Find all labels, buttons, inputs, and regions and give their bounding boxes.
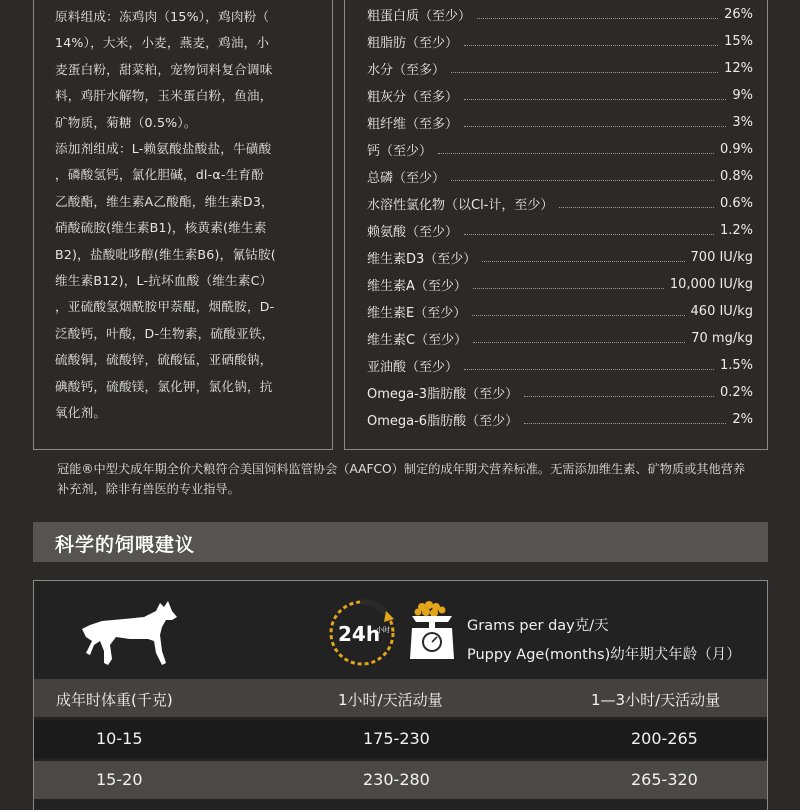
section-header <box>33 522 768 562</box>
nutrient-label: 水溶性氯化物（以Cl-计，至少） <box>367 197 554 213</box>
dot-leader <box>464 126 726 127</box>
nutrient-label: Omega-3脂肪酸（至少） <box>367 386 519 402</box>
dot-leader <box>438 153 714 154</box>
cell-activity-1-3h: 265-320 <box>631 770 698 789</box>
table-row <box>34 761 767 799</box>
additives-line: 泛酸钙，叶酸，D-生物素，硫酸亚铁， <box>55 325 275 341</box>
nutrient-value: 70 mg/kg <box>691 330 753 346</box>
nutrient-label: 维生素D3（至少） <box>367 251 477 267</box>
nutrient-label: 粗脂肪（至少） <box>367 35 459 51</box>
nutrient-label: 总磷（至少） <box>367 170 446 186</box>
nutrient-row <box>367 325 753 351</box>
dot-leader <box>524 396 714 397</box>
nutrient-row <box>367 163 753 189</box>
additives-line: ，磷酸氢钙，氯化胆碱，dl-α-生育酚 <box>55 167 264 183</box>
dot-leader <box>477 18 718 19</box>
aafco-footnote: 冠能®中型犬成年期全价犬粮符合美国饲料监管协会（AAFCO）制定的成年期犬营养标准。无需添加维生素、矿物质或其他营养补充剂，除非有兽医的专业指导。 <box>57 462 746 496</box>
header-activity-1h: 1小时/天活动量 <box>338 691 443 709</box>
dot-leader <box>464 99 726 100</box>
nutrient-value: 10,000 IU/kg <box>669 276 753 292</box>
nutrient-label: Omega-6脂肪酸（至少） <box>367 413 519 429</box>
cell-activity-1h: 230-280 <box>363 770 430 789</box>
nutrient-value: 2% <box>732 411 753 427</box>
additives-line: 硫酸铜，硫酸锌，硫酸锰，亚硒酸钠， <box>55 352 273 368</box>
nutrient-value: 1.2% <box>719 222 753 238</box>
nutrient-value: 0.8% <box>719 168 753 184</box>
dot-leader <box>464 234 714 235</box>
nutrient-value: 0.2% <box>719 384 753 400</box>
dot-leader <box>559 207 714 208</box>
dot-leader <box>473 342 685 343</box>
clock-small-text: 小时 <box>376 626 390 634</box>
nutrient-label: 维生素A（至少） <box>367 278 467 294</box>
additives-line: 碘酸钙，硫酸镁，氯化钾，氯化钠，抗 <box>55 378 273 394</box>
additives-line: B2)，盐酸吡哆醇(维生素B6)，氰钴胺( <box>55 246 276 262</box>
dot-leader <box>473 288 664 289</box>
nutrient-row <box>367 109 753 135</box>
cell-weight: 10-15 <box>96 729 143 748</box>
nutrient-value: 0.6% <box>719 195 753 211</box>
nutrient-label: 赖氨酸（至少） <box>367 224 459 240</box>
legend-age: Puppy Age(months)幼年期犬年龄（月） <box>467 647 741 663</box>
dot-leader <box>482 261 684 262</box>
dot-leader <box>451 180 714 181</box>
nutrient-value: 12% <box>724 60 753 76</box>
nutrient-row <box>367 1 753 27</box>
nutrient-analysis-panel <box>344 0 768 450</box>
nutrient-row <box>367 298 753 324</box>
additives-line: 硝酸硫胺(维生素B1)，核黄素(维生素 <box>55 220 267 236</box>
dot-leader <box>524 423 726 424</box>
nutrient-row <box>367 352 753 378</box>
nutrient-label: 钙（至少） <box>367 143 433 159</box>
dot-leader <box>464 369 714 370</box>
section-title: 科学的饲喂建议 <box>55 534 196 556</box>
ingredients-line: 料，鸡肝水解物，玉米蛋白粉，鱼油， <box>55 88 273 104</box>
ingredients-line: 矿物质，菊糖（0.5%）。 <box>55 114 197 130</box>
additives-line: 乙酸酯，维生素A乙酸酯，维生素D3， <box>55 193 274 209</box>
nutrient-label: 维生素C（至少） <box>367 332 468 348</box>
dot-leader <box>451 72 718 73</box>
dog-silhouette-icon <box>80 597 180 669</box>
feeding-guide <box>33 580 768 810</box>
nutrient-row <box>367 190 753 216</box>
24h-clock-icon <box>324 595 400 671</box>
nutrient-label: 粗灰分（至多） <box>367 89 459 105</box>
additives-line: ，亚硫酸氢烟酰胺甲萘醌，烟酰胺，D- <box>55 299 275 315</box>
nutrient-label: 粗纤维（至多） <box>367 116 459 132</box>
nutrient-row <box>367 55 753 81</box>
ingredients-panel <box>33 0 333 450</box>
nutrient-value: 0.9% <box>719 141 753 157</box>
additives-line: 添加剂组成：L-赖氨酸盐酸盐，牛磺酸 <box>55 141 272 157</box>
nutrient-row <box>367 379 753 405</box>
ingredients-line: 14%），大米，小麦，燕麦，鸡油，小 <box>55 35 270 51</box>
nutrient-row <box>367 28 753 54</box>
cell-activity-1h: 175-230 <box>363 729 430 748</box>
nutrient-label: 水分（至多） <box>367 62 446 78</box>
ingredients-line: 原料组成：冻鸡肉（15%），鸡肉粉（ <box>55 9 270 24</box>
ingredients-line: 麦蛋白粉，甜菜粕，宠物饲料复合调味 <box>55 61 273 77</box>
additives-line: 维生素B12)，L-抗坏血酸（维生素C） <box>55 273 273 289</box>
nutrient-row <box>367 244 753 270</box>
nutrient-row <box>367 271 753 297</box>
nutrient-value: 9% <box>732 87 753 103</box>
nutrient-row <box>367 82 753 108</box>
nutrient-value: 700 IU/kg <box>690 249 753 265</box>
nutrient-row <box>367 217 753 243</box>
additives-line: 氧化剂。 <box>55 405 107 421</box>
nutrient-value: 3% <box>732 114 753 130</box>
legend-grams: Grams per day克/天 <box>467 618 609 634</box>
nutrient-value: 1.5% <box>719 357 753 373</box>
nutrient-row <box>367 136 753 162</box>
cell-weight: 15-20 <box>96 770 143 789</box>
dot-leader <box>464 45 718 46</box>
nutrient-label: 维生素E（至少） <box>367 305 467 321</box>
nutrient-value: 15% <box>724 33 753 49</box>
header-weight: 成年时体重(千克) <box>56 691 173 709</box>
header-activity-1-3h: 1—3小时/天活动量 <box>591 691 721 709</box>
cell-activity-1-3h: 200-265 <box>631 729 698 748</box>
nutrient-row <box>367 406 753 432</box>
food-scale-icon <box>406 601 458 663</box>
nutrient-label: 亚油酸（至少） <box>367 359 459 375</box>
nutrient-label: 粗蛋白质（至少） <box>367 8 472 24</box>
nutrient-value: 26% <box>724 6 753 22</box>
table-row <box>34 720 767 758</box>
nutrient-value: 460 IU/kg <box>690 303 753 319</box>
clock-big-text: 24h <box>338 622 381 646</box>
ingredients-text <box>55 4 317 427</box>
table-header <box>34 679 767 717</box>
dot-leader <box>472 315 684 316</box>
